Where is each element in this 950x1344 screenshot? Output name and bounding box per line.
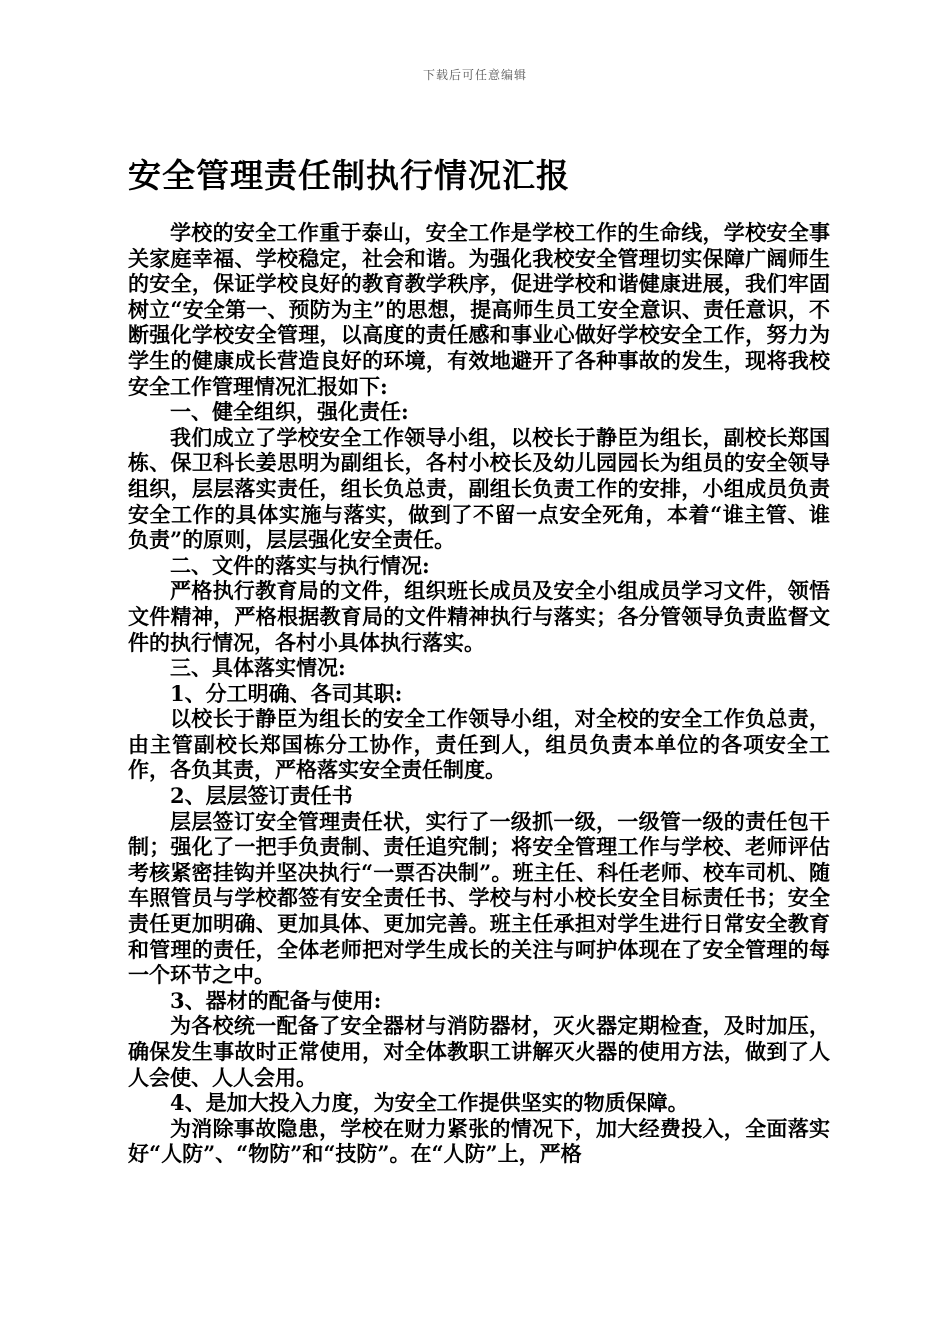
subheading-4: 4、是加大投入力度，为安全工作提供坚实的物质保障。 [170, 1090, 689, 1116]
paragraph-equipment: 为各校统一配备了安全器材与消防器材，灭火器定期检查，及时加压，确保发生事故时正常使用，对全体教职工讲解灭火器的使用方法，做到了人人会使、人人会用。 [128, 1013, 830, 1090]
subheading-1: 1、分工明确、各司其职: [170, 680, 403, 706]
paragraph-responsibility: 层层签订安全管理责任状，实行了一级抓一级，一级管一级的责任包干制；强化了一把手负责制、责任追究制；将安全管理工作与学校、老师评估考核紧密挂钩并坚决执行“一票否决制”。班主任、科任老师、校车司机、随车照管员与学校都签有安全责任书、学校与村小校长安全目标责任书；安全责任更加明确、更加具体、更加完善。班主任承担对学生进行日常安全教育和管理的责任，全体老师把对学生成长的关注与呵护体现在了安全管理的每一个环节之中。 [128, 808, 830, 988]
paragraph-division: 以校长于静臣为组长的安全工作领导小组，对全校的安全工作负总责，由主管副校长郑国栋分工协作，责任到人，组员负责本单位的各项安全工作，各负其责，严格落实安全责任制度。 [128, 706, 830, 783]
section-heading-3: 三、具体落实情况: [170, 655, 346, 681]
section-heading-2: 二、文件的落实与执行情况: [170, 552, 430, 578]
document-title: 安全管理责任制执行情况汇报 [128, 156, 570, 195]
subheading-3: 3、器材的配备与使用: [170, 987, 382, 1013]
section-heading-1: 一、健全组织，强化责任: [170, 399, 409, 425]
subheading-2: 2、层层签订责任书 [170, 783, 353, 809]
paragraph-investment: 为消除事故隐患，学校在财力紧张的情况下，加大经费投入，全面落实好“人防”、“物防”和“技防”。在“人防”上，严格 [128, 1115, 830, 1167]
paragraph-intro: 学校的安全工作重于泰山，安全工作是学校工作的生命线，学校安全事关家庭幸福、学校稳定，社会和谐。为强化我校安全管理切实保障广阔师生的安全，保证学校良好的教育教学秩序，促进学校和谐健康进展，我们牢固树立“安全第一、预防为主”的思想，提高师生员工安全意识、责任意识，不断强化学校安全管理，以高度的责任感和事业心做好学校安全工作，努力为学生的健康成长营造良好的环境，有效地避开了各种事故的发生，现将我校安全工作管理情况汇报如下: [128, 220, 830, 399]
document-body [128, 220, 830, 1167]
header-note: 下载后可任意编辑 [422, 68, 527, 82]
paragraph-organization: 我们成立了学校安全工作领导小组，以校长于静臣为组长，副校长郑国栋、保卫科长姜思明为副组长，各村小校长及幼儿园园长为组员的安全领导组织，层层落实责任，组长负总责，副组长负责工作的安排，小组成员负责安全工作的具体实施与落实，做到了不留一点安全死角，本着“谁主管、谁负责”的原则，层层强化安全责任。 [128, 424, 830, 553]
paragraph-documents: 严格执行教育局的文件，组织班长成员及安全小组成员学习文件，领悟文件精神，严格根据教育局的文件精神执行与落实；各分管领导负责监督文件的执行情况，各村小具体执行落实。 [128, 578, 830, 655]
